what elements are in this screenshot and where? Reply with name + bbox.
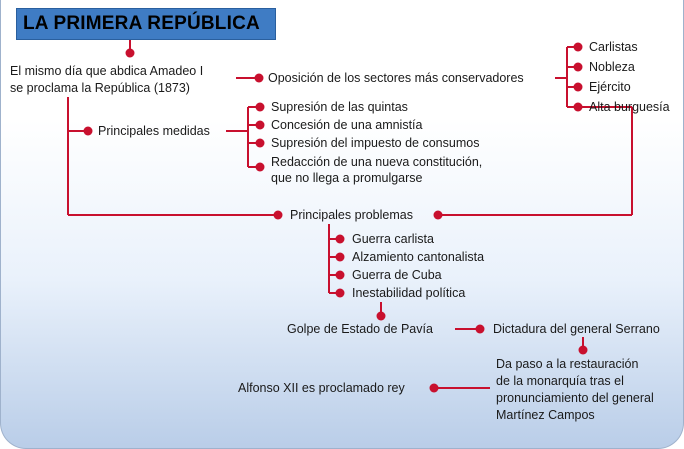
node-dot (377, 312, 386, 321)
king-label: Alfonso XII es proclamado rey (238, 381, 405, 395)
node-dot (579, 346, 588, 355)
problems-item: Inestabilidad política (352, 286, 466, 300)
node-dot (336, 271, 345, 280)
restoration-line: de la monarquía tras el (496, 374, 624, 388)
restoration-line: Martínez Campos (496, 408, 595, 422)
restoration-line: pronunciamiento del general (496, 391, 654, 405)
node-dot (84, 127, 93, 136)
measures-item: Supresión de las quintas (271, 100, 408, 114)
opposition-item: Ejército (589, 80, 631, 94)
node-dot (336, 235, 345, 244)
node-dot (274, 211, 283, 220)
node-dot (574, 63, 583, 72)
node-dot (256, 103, 265, 112)
node-dot (434, 211, 443, 220)
problems-item: Alzamiento cantonalista (352, 250, 485, 264)
node-dot (476, 325, 485, 334)
diagram-title: LA PRIMERA REPÚBLICA (16, 8, 276, 40)
problems-label: Principales problemas (290, 208, 413, 222)
node-dot (255, 74, 264, 83)
measures-item: Supresión del impuesto de consumos (271, 136, 480, 150)
node-dot (256, 163, 265, 172)
node-dot (574, 83, 583, 92)
opposition-item: Alta burguesía (589, 100, 670, 114)
node-dot (574, 43, 583, 52)
node-dot (336, 289, 345, 298)
node-dot (574, 103, 583, 112)
root-line-1: El mismo día que abdica Amadeo I (10, 64, 204, 78)
problems-item: Guerra de Cuba (352, 268, 442, 282)
node-dot (336, 253, 345, 262)
root-line-2: se proclama la República (1873) (10, 81, 190, 95)
measures-item-continuation: que no llega a promulgarse (271, 171, 423, 185)
opposition-item: Nobleza (589, 60, 635, 74)
dictatorship-label: Dictadura del general Serrano (493, 322, 660, 336)
restoration-line: Da paso a la restauración (496, 357, 639, 371)
measures-label: Principales medidas (98, 124, 210, 138)
measures-item: Redacción de una nueva constitución, (271, 155, 483, 169)
opposition-label: Oposición de los sectores más conservadores (268, 71, 524, 85)
opposition-item: Carlistas (589, 40, 638, 54)
node-dot (430, 384, 439, 393)
measures-item: Concesión de una amnistía (271, 118, 423, 132)
node-dot (126, 49, 135, 58)
node-dot (256, 121, 265, 130)
node-dot (256, 139, 265, 148)
coup-label: Golpe de Estado de Pavía (287, 322, 433, 336)
problems-item: Guerra carlista (352, 232, 434, 246)
